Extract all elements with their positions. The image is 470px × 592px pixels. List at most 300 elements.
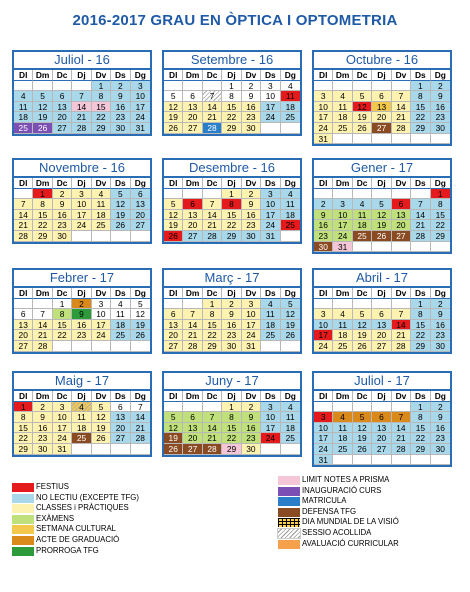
legend-label: MATRICULA: [302, 496, 347, 506]
weekday-header: Dc: [53, 70, 72, 81]
month-calendar: [162, 371, 302, 457]
day-cell: 20: [53, 112, 72, 123]
day-cell: 23: [314, 231, 333, 242]
day-cell: 21: [203, 433, 222, 444]
weekday-header: Dg: [281, 288, 300, 299]
weekday-header: Ds: [261, 391, 280, 402]
day-cell: 1: [203, 299, 222, 310]
day-grid: [164, 70, 300, 134]
empty-day-cell: [131, 444, 150, 455]
day-cell: 10: [333, 210, 352, 221]
weekday-header: Dv: [392, 391, 411, 402]
day-cell: 8: [411, 91, 430, 102]
day-cell: 16: [431, 320, 450, 331]
weekday-header: Dm: [333, 178, 352, 189]
day-cell: 17: [314, 112, 333, 123]
weekday-header: Dc: [353, 391, 372, 402]
month-calendar: [312, 50, 452, 146]
legend-swatch: [278, 476, 300, 485]
month-title: Octubre - 16: [314, 52, 450, 70]
legend-swatch: [12, 494, 34, 503]
day-grid: [14, 391, 150, 455]
day-cell: 22: [411, 330, 430, 341]
empty-day-cell: [14, 299, 33, 310]
day-cell: 2: [314, 199, 333, 210]
day-cell: 3: [261, 189, 280, 200]
day-cell: 10: [72, 199, 91, 210]
day-cell: 30: [111, 123, 130, 134]
weekday-header: Dm: [33, 391, 52, 402]
weekday-header: Ds: [111, 70, 130, 81]
empty-day-cell: [353, 455, 372, 466]
day-cell: 13: [372, 320, 391, 331]
day-cell: 24: [131, 112, 150, 123]
month-calendar: [312, 371, 452, 467]
day-cell: 8: [222, 412, 241, 423]
weekday-header: Dg: [131, 178, 150, 189]
empty-day-cell: [372, 402, 391, 413]
empty-day-cell: [111, 444, 130, 455]
day-cell: 3: [92, 299, 111, 310]
day-cell: 30: [431, 444, 450, 455]
day-cell: 28: [411, 231, 430, 242]
day-cell: 7: [392, 91, 411, 102]
day-cell: 4: [281, 81, 300, 92]
day-cell: 12: [164, 102, 183, 113]
legend-swatch: [12, 504, 34, 513]
legend-swatch: [278, 529, 300, 538]
empty-day-cell: [131, 341, 150, 352]
day-cell: 25: [14, 123, 33, 134]
day-cell: 1: [411, 402, 430, 413]
empty-day-cell: [353, 134, 372, 145]
weekday-header: Dj: [72, 178, 91, 189]
month-calendar: [312, 268, 452, 354]
day-cell: 16: [242, 423, 261, 434]
day-cell: 26: [92, 433, 111, 444]
day-cell: 31: [261, 231, 280, 242]
day-cell: 9: [242, 412, 261, 423]
day-cell: 21: [14, 220, 33, 231]
weekday-header: Dc: [353, 178, 372, 189]
day-cell: 14: [183, 320, 202, 331]
day-cell: 22: [203, 330, 222, 341]
weekday-header: Ds: [411, 391, 430, 402]
legend-swatch: [278, 508, 300, 517]
empty-day-cell: [111, 341, 130, 352]
day-cell: 22: [431, 220, 450, 231]
empty-day-cell: [203, 189, 222, 200]
weekday-header: Dc: [203, 70, 222, 81]
day-cell: 2: [242, 189, 261, 200]
empty-day-cell: [33, 299, 52, 310]
empty-day-cell: [431, 134, 450, 145]
weekday-header: Ds: [111, 178, 130, 189]
weekday-header: Dv: [392, 288, 411, 299]
empty-day-cell: [392, 402, 411, 413]
weekday-header: Dc: [53, 288, 72, 299]
day-cell: 6: [111, 402, 130, 413]
weekday-header: Dg: [281, 178, 300, 189]
weekday-header: Dg: [281, 70, 300, 81]
day-cell: 14: [33, 320, 52, 331]
day-cell: 24: [72, 220, 91, 231]
day-cell: 16: [53, 210, 72, 221]
day-cell: 24: [314, 341, 333, 352]
day-cell: 23: [242, 220, 261, 231]
day-cell: 8: [222, 91, 241, 102]
day-cell: 12: [111, 199, 130, 210]
day-cell: 16: [431, 102, 450, 113]
day-cell: 11: [333, 102, 352, 113]
weekday-header: Dl: [164, 288, 183, 299]
day-cell: 25: [281, 220, 300, 231]
empty-day-cell: [72, 341, 91, 352]
empty-day-cell: [183, 299, 202, 310]
day-cell: 20: [372, 112, 391, 123]
day-cell: 6: [392, 199, 411, 210]
empty-day-cell: [314, 81, 333, 92]
day-cell: 13: [183, 423, 202, 434]
empty-day-cell: [164, 189, 183, 200]
weekday-header: Dv: [242, 288, 261, 299]
day-cell: 3: [314, 309, 333, 320]
day-cell: 7: [203, 199, 222, 210]
day-cell: 11: [281, 199, 300, 210]
day-cell: 9: [314, 210, 333, 221]
day-cell: 8: [203, 309, 222, 320]
day-cell: 16: [431, 423, 450, 434]
day-cell: 26: [372, 231, 391, 242]
day-cell: 21: [33, 330, 52, 341]
day-cell: 11: [281, 412, 300, 423]
day-cell: 8: [431, 199, 450, 210]
day-grid: [314, 178, 450, 252]
empty-day-cell: [372, 81, 391, 92]
day-cell: 1: [222, 402, 241, 413]
day-cell: 27: [372, 123, 391, 134]
empty-day-cell: [164, 299, 183, 310]
day-cell: 8: [33, 199, 52, 210]
day-cell: 10: [261, 199, 280, 210]
day-cell: 27: [164, 341, 183, 352]
day-cell: 17: [242, 320, 261, 331]
day-cell: 24: [261, 112, 280, 123]
day-cell: 26: [164, 444, 183, 455]
day-cell: 7: [14, 199, 33, 210]
day-cell: 6: [372, 91, 391, 102]
day-cell: 15: [431, 210, 450, 221]
legend-label: DEFENSA TFG: [302, 506, 357, 516]
day-cell: 11: [353, 210, 372, 221]
weekday-header: Dv: [242, 178, 261, 189]
day-cell: 27: [183, 444, 202, 455]
day-cell: 19: [164, 220, 183, 231]
weekday-header: Dl: [164, 391, 183, 402]
day-cell: 31: [131, 123, 150, 134]
day-cell: 4: [72, 402, 91, 413]
weekday-header: Dj: [72, 391, 91, 402]
weekday-header: Dm: [183, 70, 202, 81]
day-cell: 23: [111, 112, 130, 123]
day-cell: 22: [411, 112, 430, 123]
weekday-header: Dc: [203, 391, 222, 402]
day-cell: 5: [281, 299, 300, 310]
weekday-header: Dg: [131, 70, 150, 81]
day-cell: 25: [281, 433, 300, 444]
month-calendar: [12, 268, 152, 354]
day-cell: 10: [261, 91, 280, 102]
empty-day-cell: [92, 231, 111, 242]
day-cell: 9: [222, 309, 241, 320]
weekday-header: Dj: [372, 178, 391, 189]
day-cell: 22: [53, 330, 72, 341]
weekday-header: Dl: [314, 178, 333, 189]
day-cell: 5: [372, 199, 391, 210]
day-cell: 26: [111, 220, 130, 231]
day-cell: 15: [14, 423, 33, 434]
day-cell: 19: [281, 320, 300, 331]
day-cell: 5: [353, 412, 372, 423]
empty-day-cell: [53, 81, 72, 92]
day-cell: 19: [353, 433, 372, 444]
day-cell: 11: [14, 102, 33, 113]
empty-day-cell: [164, 81, 183, 92]
empty-day-cell: [411, 189, 430, 200]
day-cell: 26: [164, 123, 183, 134]
day-cell: 15: [222, 102, 241, 113]
empty-day-cell: [281, 341, 300, 352]
day-cell: 17: [314, 330, 333, 341]
empty-day-cell: [392, 242, 411, 253]
day-cell: 13: [14, 320, 33, 331]
day-cell: 19: [372, 220, 391, 231]
month-calendar: [162, 268, 302, 354]
day-cell: 21: [183, 330, 202, 341]
day-cell: 23: [33, 433, 52, 444]
day-cell: 30: [222, 341, 241, 352]
day-cell: 10: [92, 309, 111, 320]
day-cell: 12: [281, 309, 300, 320]
day-cell: 25: [72, 433, 91, 444]
empty-day-cell: [392, 189, 411, 200]
empty-day-cell: [183, 81, 202, 92]
empty-day-cell: [203, 402, 222, 413]
day-cell: 18: [333, 433, 352, 444]
day-cell: 13: [392, 210, 411, 221]
day-cell: 12: [353, 320, 372, 331]
weekday-header: Dc: [53, 391, 72, 402]
month-title: Març - 17: [164, 270, 300, 288]
day-cell: 16: [72, 320, 91, 331]
day-cell: 12: [131, 309, 150, 320]
weekday-header: Dl: [164, 70, 183, 81]
day-cell: 1: [53, 299, 72, 310]
legend-label: PRORROGA TFG: [36, 545, 99, 555]
weekday-header: Ds: [411, 178, 430, 189]
day-cell: 22: [92, 112, 111, 123]
day-cell: 19: [131, 320, 150, 331]
day-cell: 2: [431, 81, 450, 92]
empty-day-cell: [372, 189, 391, 200]
day-grid: [14, 178, 150, 242]
legend-swatch: [278, 487, 300, 496]
legend-label: NO LECTIU (EXCEPTE TFG): [36, 492, 139, 502]
month-title: Febrer - 17: [14, 270, 150, 288]
day-cell: 16: [314, 220, 333, 231]
weekday-header: Ds: [111, 391, 130, 402]
day-cell: 21: [72, 112, 91, 123]
day-cell: 13: [164, 320, 183, 331]
day-cell: 11: [333, 320, 352, 331]
day-cell: 3: [242, 299, 261, 310]
day-cell: 22: [33, 220, 52, 231]
day-cell: 28: [392, 444, 411, 455]
day-cell: 5: [164, 91, 183, 102]
day-grid: [314, 70, 450, 144]
weekday-header: Ds: [411, 288, 430, 299]
day-cell: 13: [183, 102, 202, 113]
day-cell: 20: [183, 112, 202, 123]
day-cell: 12: [353, 102, 372, 113]
day-cell: 16: [242, 210, 261, 221]
weekday-header: Dl: [14, 391, 33, 402]
day-cell: 22: [222, 220, 241, 231]
weekday-header: Dj: [222, 391, 241, 402]
day-cell: 26: [353, 123, 372, 134]
empty-day-cell: [392, 455, 411, 466]
empty-day-cell: [281, 123, 300, 134]
day-cell: 15: [411, 102, 430, 113]
weekday-header: Ds: [261, 288, 280, 299]
day-cell: 7: [72, 91, 91, 102]
weekday-header: Dv: [92, 391, 111, 402]
day-cell: 6: [53, 91, 72, 102]
day-cell: 20: [111, 423, 130, 434]
empty-day-cell: [392, 134, 411, 145]
day-cell: 2: [431, 299, 450, 310]
day-cell: 30: [242, 123, 261, 134]
weekday-header: Dg: [131, 391, 150, 402]
day-cell: 1: [411, 299, 430, 310]
day-cell: 7: [183, 309, 202, 320]
day-cell: 18: [261, 320, 280, 331]
day-cell: 19: [164, 112, 183, 123]
day-cell: 17: [53, 423, 72, 434]
weekday-header: Dm: [33, 288, 52, 299]
day-cell: 11: [72, 412, 91, 423]
weekday-header: Ds: [261, 178, 280, 189]
day-cell: 12: [164, 210, 183, 221]
day-cell: 6: [183, 412, 202, 423]
day-cell: 17: [72, 210, 91, 221]
day-cell: 14: [411, 210, 430, 221]
day-cell: 29: [411, 341, 430, 352]
day-cell: 21: [392, 433, 411, 444]
day-cell: 4: [353, 199, 372, 210]
day-cell: 15: [53, 320, 72, 331]
day-cell: 27: [131, 220, 150, 231]
day-cell: 19: [92, 423, 111, 434]
day-cell: 6: [131, 189, 150, 200]
day-cell: 2: [111, 81, 130, 92]
weekday-header: Dj: [372, 288, 391, 299]
empty-day-cell: [261, 444, 280, 455]
day-cell: 12: [92, 412, 111, 423]
weekday-header: Dc: [203, 178, 222, 189]
day-cell: 5: [164, 412, 183, 423]
day-cell: 8: [53, 309, 72, 320]
day-cell: 18: [111, 320, 130, 331]
day-cell: 30: [53, 231, 72, 242]
day-cell: 18: [353, 220, 372, 231]
weekday-header: Dg: [431, 70, 450, 81]
day-cell: 15: [92, 102, 111, 113]
day-cell: 2: [72, 299, 91, 310]
day-cell: 3: [72, 189, 91, 200]
day-cell: 21: [392, 112, 411, 123]
month-title: Setembre - 16: [164, 52, 300, 70]
day-cell: 15: [222, 210, 241, 221]
day-cell: 18: [281, 210, 300, 221]
day-cell: 4: [281, 402, 300, 413]
weekday-header: Dm: [333, 391, 352, 402]
day-cell: 8: [92, 91, 111, 102]
weekday-header: Dm: [33, 70, 52, 81]
day-cell: 27: [372, 444, 391, 455]
day-cell: 26: [131, 330, 150, 341]
month-calendar: [12, 371, 152, 457]
weekday-header: Dv: [92, 178, 111, 189]
weekday-header: Dg: [281, 391, 300, 402]
empty-day-cell: [92, 444, 111, 455]
empty-day-cell: [353, 189, 372, 200]
day-cell: 5: [111, 189, 130, 200]
day-cell: 26: [33, 123, 52, 134]
day-cell: 23: [431, 112, 450, 123]
weekday-header: Dg: [431, 288, 450, 299]
weekday-header: Dm: [183, 178, 202, 189]
month-calendar: [12, 50, 152, 136]
day-cell: 30: [242, 231, 261, 242]
empty-day-cell: [131, 231, 150, 242]
day-cell: 22: [411, 433, 430, 444]
weekday-header: Dl: [14, 178, 33, 189]
day-cell: 14: [392, 423, 411, 434]
day-cell: 28: [33, 341, 52, 352]
day-cell: 24: [242, 330, 261, 341]
day-cell: 29: [33, 231, 52, 242]
empty-day-cell: [372, 455, 391, 466]
day-cell: 23: [222, 330, 241, 341]
month-title: Abril - 17: [314, 270, 450, 288]
day-cell: 15: [222, 423, 241, 434]
weekday-header: Dv: [242, 70, 261, 81]
day-cell: 29: [431, 231, 450, 242]
month-calendar: [12, 158, 152, 244]
day-cell: 1: [14, 402, 33, 413]
day-cell: 5: [353, 91, 372, 102]
day-cell: 28: [203, 231, 222, 242]
day-cell: 24: [261, 220, 280, 231]
day-cell: 13: [131, 199, 150, 210]
day-cell: 4: [92, 189, 111, 200]
day-cell: 10: [242, 309, 261, 320]
day-cell: 14: [392, 102, 411, 113]
day-cell: 31: [242, 341, 261, 352]
day-cell: 2: [222, 299, 241, 310]
day-cell: 19: [353, 330, 372, 341]
